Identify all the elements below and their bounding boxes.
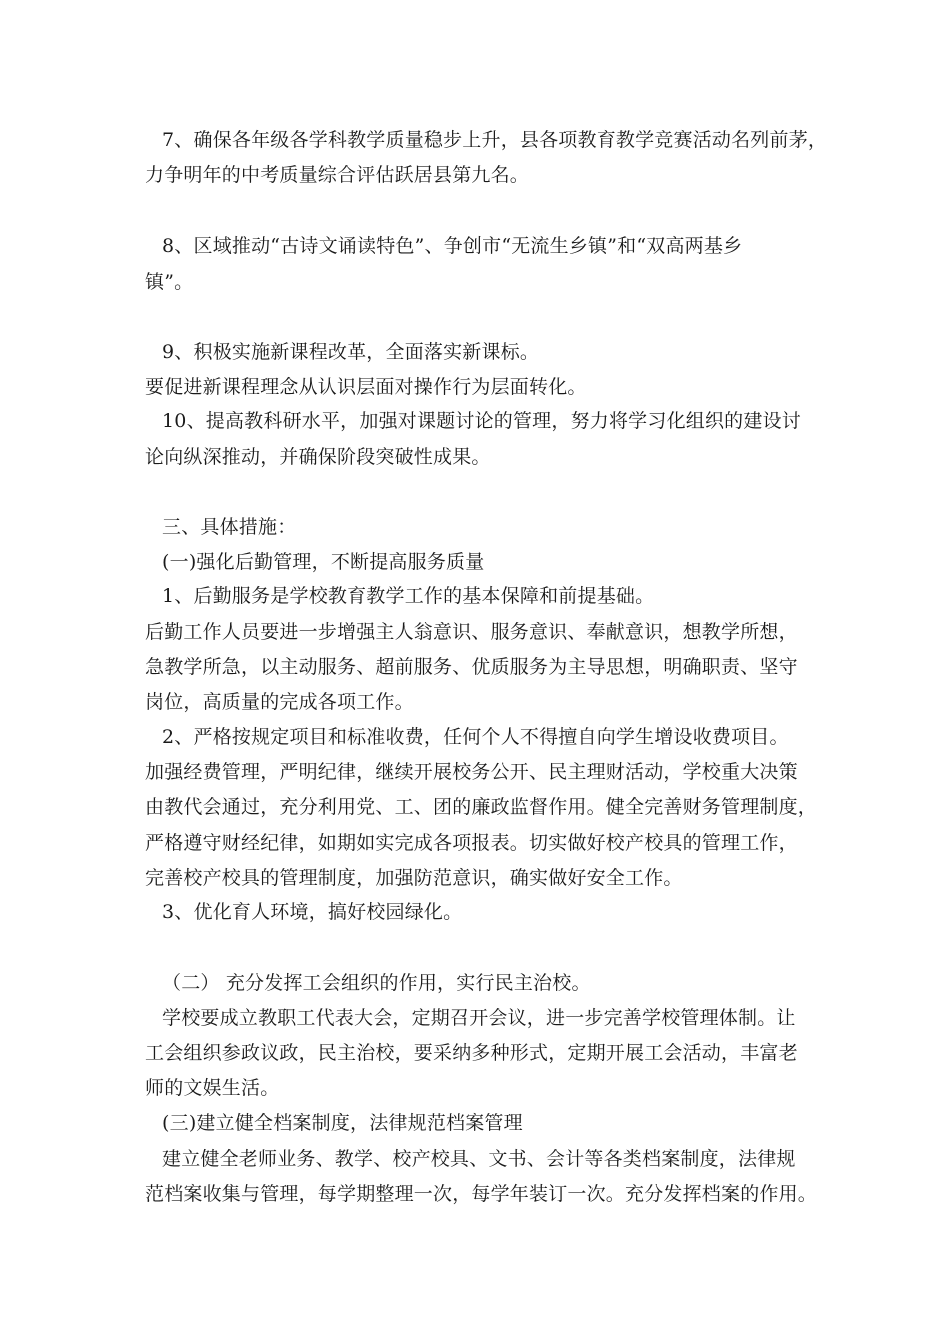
section-heading: 三、具体措施：: [162, 516, 297, 538]
paragraph-line: 岗位，高质量的完成各项工作。: [145, 691, 414, 713]
subsection-heading: (一)强化后勤管理，不断提高服务质量: [162, 551, 485, 573]
paragraph-line: 7、确保各年级各学科教学质量稳步上升，县各项教育教学竞赛活动名列前茅，: [162, 129, 828, 151]
paragraph-line: 由教代会通过，充分利用党、工、团的廉政监督作用。健全完善财务管理制度，: [145, 796, 818, 818]
subsection-heading: （二） 充分发挥工会组织的作用，实行民主治校。: [162, 972, 591, 994]
paragraph-line: 师的文娱生活。: [145, 1077, 280, 1099]
paragraph-line: 范档案收集与管理，每学期整理一次，每学年装订一次。充分发挥档案的作用。: [145, 1183, 818, 1205]
paragraph-line: 1、后勤服务是学校教育教学工作的基本保障和前提基础。: [162, 585, 655, 607]
paragraph-line: 工会组织参政议政，民主治校，要采纳多种形式，定期开展工会活动，丰富老: [145, 1042, 798, 1064]
paragraph-line: 8、区域推动“古诗文诵读特色”、争创市“无流生乡镇”和“双高两基乡: [162, 235, 743, 257]
paragraph-line: 急教学所急，以主动服务、超前服务、优质服务为主导思想，明确职责、坚守: [145, 656, 798, 678]
paragraph-line: 10、提高教科研水平，加强对课题讨论的管理，努力将学习化组织的建设讨: [162, 410, 801, 432]
paragraph-line: 建立健全老师业务、教学、校产校具、文书、会计等各类档案制度，法律规: [162, 1148, 796, 1170]
paragraph-line: 完善校产校具的管理制度，加强防范意识，确实做好安全工作。: [145, 867, 683, 889]
paragraph-line: 3、优化育人环境，搞好校园绿化。: [162, 901, 463, 923]
paragraph-line: 9、积极实施新课程改革，全面落实新课标。: [162, 341, 540, 363]
paragraph-line: 镇”。: [145, 271, 194, 293]
paragraph-line: 要促进新课程理念从认识层面对操作行为层面转化。: [145, 376, 587, 398]
paragraph-line: 论向纵深推动，并确保阶段突破性成果。: [145, 446, 491, 468]
paragraph-line: 后勤工作人员要进一步增强主人翁意识、服务意识、奉献意识，想教学所想，: [145, 621, 798, 643]
subsection-heading: (三)建立健全档案制度，法律规范档案管理: [162, 1112, 523, 1134]
paragraph-line: 严格遵守财经纪律，如期如实完成各项报表。切实做好校产校具的管理工作，: [145, 832, 798, 854]
paragraph-line: 学校要成立教职工代表大会，定期召开会议，进一步完善学校管理体制。让: [162, 1007, 796, 1029]
paragraph-line: 2、严格按规定项目和标准收费，任何个人不得擅自向学生增设收费项目。: [162, 726, 789, 748]
paragraph-line: 加强经费管理，严明纪律，继续开展校务公开、民主理财活动，学校重大决策: [145, 761, 798, 783]
paragraph-line: 力争明年的中考质量综合评估跃居县第九名。: [145, 164, 530, 186]
